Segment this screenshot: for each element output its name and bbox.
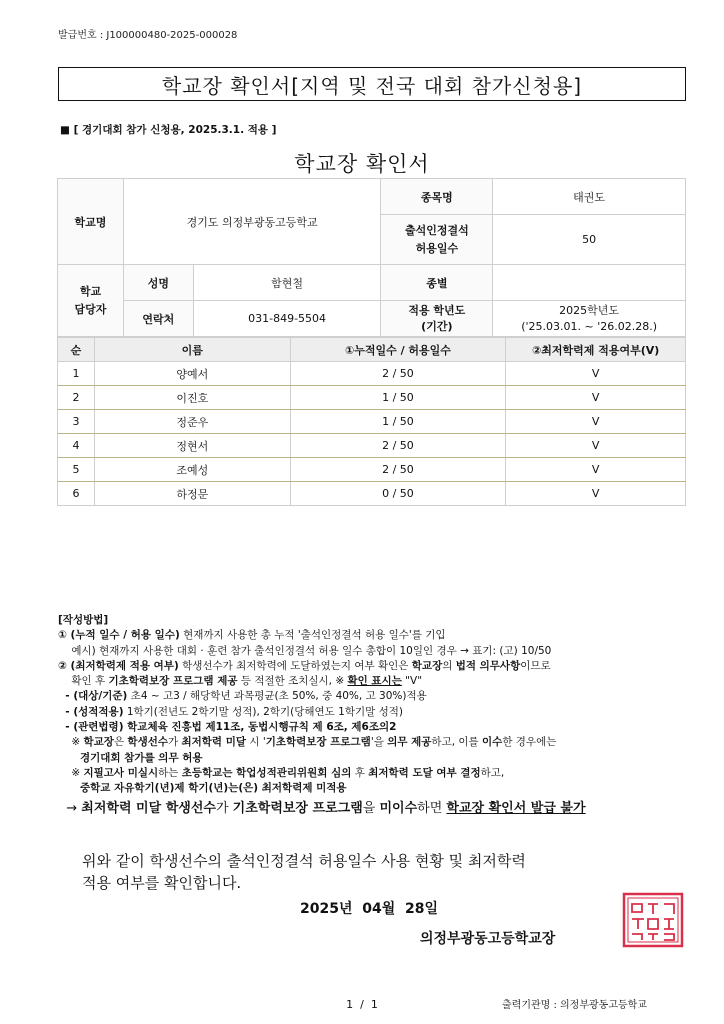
method-text: - (관련법령) <box>58 721 124 734</box>
grade-value <box>493 301 686 337</box>
row-name: 이진호 <box>94 386 290 410</box>
row-name: 하정문 <box>94 482 290 506</box>
certificate-heading: 학교장 확인서 <box>294 152 430 176</box>
method-text: 은 <box>113 736 128 749</box>
row-check: V <box>506 386 686 410</box>
row-check: V <box>506 458 686 482</box>
method-text: 후 <box>351 766 369 779</box>
method-text: 이수 <box>482 736 503 749</box>
table-row <box>58 410 686 434</box>
row-no: 1 <box>58 362 95 386</box>
issue-number: 발급번호 : J100000480-2025-000028 <box>58 30 238 41</box>
row-days: 2 / 50 <box>290 434 506 458</box>
table-row <box>58 458 686 482</box>
method-text: 한 경우에는 <box>502 736 557 749</box>
staff-label-line2: 담당자 <box>74 302 107 316</box>
name-label: 성명 <box>123 265 193 301</box>
grade-label-line1: 적용 학년도 <box>408 303 466 317</box>
method-text: 최저학력 미달 <box>181 736 246 749</box>
contact-value: 031-849-5504 <box>193 301 381 337</box>
method-text: 을 <box>362 800 380 816</box>
method-text: 법적 의무사항 <box>455 659 521 672</box>
method-text: 가 <box>215 800 233 816</box>
method-text: 최저학력 미달 학생선수 <box>81 800 216 816</box>
section-note: ■ [ 경기대회 참가 신청용, 2025.3.1. 적용 ] <box>60 124 277 136</box>
absence-label-line2: 허용일수 <box>415 241 459 255</box>
method-text: '을 <box>370 736 388 749</box>
issue-date: 2025년 04월 28일 <box>300 901 438 917</box>
grade-value-line2: ('25.03.01. ~ '26.02.28.) <box>521 319 658 333</box>
student-table <box>57 337 686 506</box>
row-days: 0 / 50 <box>290 482 506 506</box>
absence-label-line1: 출석인정결석 <box>404 223 469 237</box>
row-name: 양예서 <box>94 362 290 386</box>
method-line-10 <box>58 766 698 781</box>
method-text: ※ <box>58 736 84 749</box>
method-line-4 <box>58 674 698 689</box>
confirmation-line-1: 위와 같이 학생선수의 출석인정결석 허용일수 사용 현황 및 최저학력 <box>82 852 526 870</box>
method-line-6 <box>58 705 698 720</box>
type-label: 종별 <box>381 265 493 301</box>
method-line-9: 경기대회 참가를 의무 허용 <box>80 751 203 764</box>
table-row <box>58 386 686 410</box>
absence-label <box>381 215 493 265</box>
header-no: 순 <box>58 338 95 362</box>
row-days: 2 / 50 <box>290 458 506 482</box>
method-title: [작성방법] <box>58 614 109 626</box>
row-days: 1 / 50 <box>290 386 506 410</box>
contact-label: 연락처 <box>123 301 193 337</box>
row-check: V <box>506 410 686 434</box>
method-text: 학교체육 진흥법 제11조, 동법시행규칙 제 6조, 제6조의2 <box>123 721 397 734</box>
method-text: 기초학력보장 프로그램 <box>232 800 363 816</box>
type-value <box>493 265 686 301</box>
method-text: ※ <box>58 766 84 779</box>
method-line-8 <box>58 735 698 750</box>
student-table-header <box>58 338 686 362</box>
method-text: 기초학력보장 프로그램 제공 <box>108 675 238 688</box>
method-line-7 <box>58 720 698 735</box>
confirmation-statement <box>82 850 526 894</box>
method-text: → <box>58 800 82 816</box>
official-seal-icon <box>622 892 684 948</box>
table-row <box>58 482 686 506</box>
table-row <box>58 362 686 386</box>
document-title: 학교장 확인서[지역 및 전국 대회 참가신청용] <box>161 73 583 98</box>
method-text: 미이수 <box>379 800 418 816</box>
method-text: 지필고사 미실시 <box>83 766 159 779</box>
method-text: - (대상/기준) <box>58 690 128 703</box>
row-check: V <box>506 362 686 386</box>
sport-label: 종목명 <box>381 179 493 215</box>
method-text: 하면 <box>417 800 447 816</box>
row-check: V <box>506 434 686 458</box>
sport-value: 태권도 <box>493 179 686 215</box>
method-text: 하는 <box>158 766 182 779</box>
method-text: 현재까지 사용한 총 누적 '출석인정결석 허용 일수'를 기입 <box>179 629 446 642</box>
method-text: 학교장 <box>411 659 443 672</box>
method-text: 1학기(전년도 2학기말 성적), 2학기(당해연도 1학기말 성적) <box>123 705 403 718</box>
page-number: 1 / 1 <box>346 998 378 1011</box>
method-text: 기초학력보장 프로그램 <box>265 736 371 749</box>
method-text: 학교장 <box>83 736 114 749</box>
method-text: 의 <box>442 659 456 672</box>
grade-value-line1: 2025학년도 <box>559 303 620 317</box>
row-days: 1 / 50 <box>290 410 506 434</box>
header-name: 이름 <box>94 338 290 362</box>
absence-value: 50 <box>493 215 686 265</box>
method-text: ① (누적 일수 / 허용 일수) <box>58 629 180 642</box>
grade-label <box>381 301 493 337</box>
row-name: 정준우 <box>94 410 290 434</box>
row-name: 정현서 <box>94 434 290 458</box>
table-row <box>58 434 686 458</box>
staff-label-line1: 학교 <box>79 284 102 298</box>
method-text: 이므로 <box>520 659 551 672</box>
staff-label <box>58 265 124 337</box>
confirmation-line-2: 적용 여부를 확인합니다. <box>82 874 242 892</box>
row-no: 2 <box>58 386 95 410</box>
row-no: 3 <box>58 410 95 434</box>
row-name: 조예성 <box>94 458 290 482</box>
method-line-11: 중학교 자유학기(년)제 학기(년)는(은) 최저학력제 미적용 <box>80 782 347 795</box>
method-text: ② (최저학력제 적용 여부) <box>58 659 179 672</box>
info-table <box>57 178 686 337</box>
method-text: 확인 후 <box>58 675 109 688</box>
row-check: V <box>506 482 686 506</box>
school-label: 학교명 <box>58 179 124 265</box>
name-value: 함현철 <box>193 265 381 301</box>
row-no: 6 <box>58 482 95 506</box>
method-line-12 <box>58 800 698 818</box>
method-line-2: 예시) 현재까지 사용한 대회 · 훈련 참가 출석인정결석 허용 일수 총합이 10일인 경우 → 표기: (고) 10/50 <box>58 644 552 657</box>
row-no: 4 <box>58 434 95 458</box>
method-text: 학교장 확인서 발급 불가 <box>446 800 586 816</box>
method-text: 시 ' <box>246 736 266 749</box>
method-text: 하고, 이를 <box>431 736 483 749</box>
method-text: 초4 ~ 고3 / 해당학년 과목평균(초 50%, 중 40%, 고 30%)적용 <box>127 690 427 703</box>
method-line-3 <box>58 659 698 674</box>
method-line-5 <box>58 689 698 704</box>
header-min-academic: ②최저학력제 적용여부(V) <box>506 338 686 362</box>
method-text: 최저학력 도달 여부 결정 <box>368 766 481 779</box>
method-text: 등 적절한 조치실시, ※ <box>237 675 348 688</box>
method-text: 확인 표시는 <box>347 675 402 688</box>
row-days: 2 / 50 <box>290 362 506 386</box>
writing-method <box>58 613 698 818</box>
method-text: 학생선수가 최저학력에 도달하였는지 여부 확인은 <box>178 659 412 672</box>
method-text: - (성적적용) <box>58 705 124 718</box>
method-text: 학생선수 <box>127 736 168 749</box>
method-text: 가 <box>168 736 182 749</box>
method-text: "V" <box>401 675 423 688</box>
school-value: 경기도 의정부광동고등학교 <box>123 179 381 265</box>
method-text: 하고, <box>480 766 505 779</box>
method-text: 초등학교는 학업성적관리위원회 심의 <box>181 766 352 779</box>
row-no: 5 <box>58 458 95 482</box>
print-organization: 출력기관명 : 의정부광동고등학교 <box>502 1000 647 1011</box>
principal-signature: 의정부광동고등학교장 <box>420 931 556 947</box>
method-text: 의무 제공 <box>387 736 432 749</box>
header-days: ①누적일수 / 허용일수 <box>290 338 506 362</box>
document-title-box <box>58 67 686 101</box>
method-line-1 <box>58 628 698 643</box>
grade-label-line2: (기간) <box>421 319 453 333</box>
